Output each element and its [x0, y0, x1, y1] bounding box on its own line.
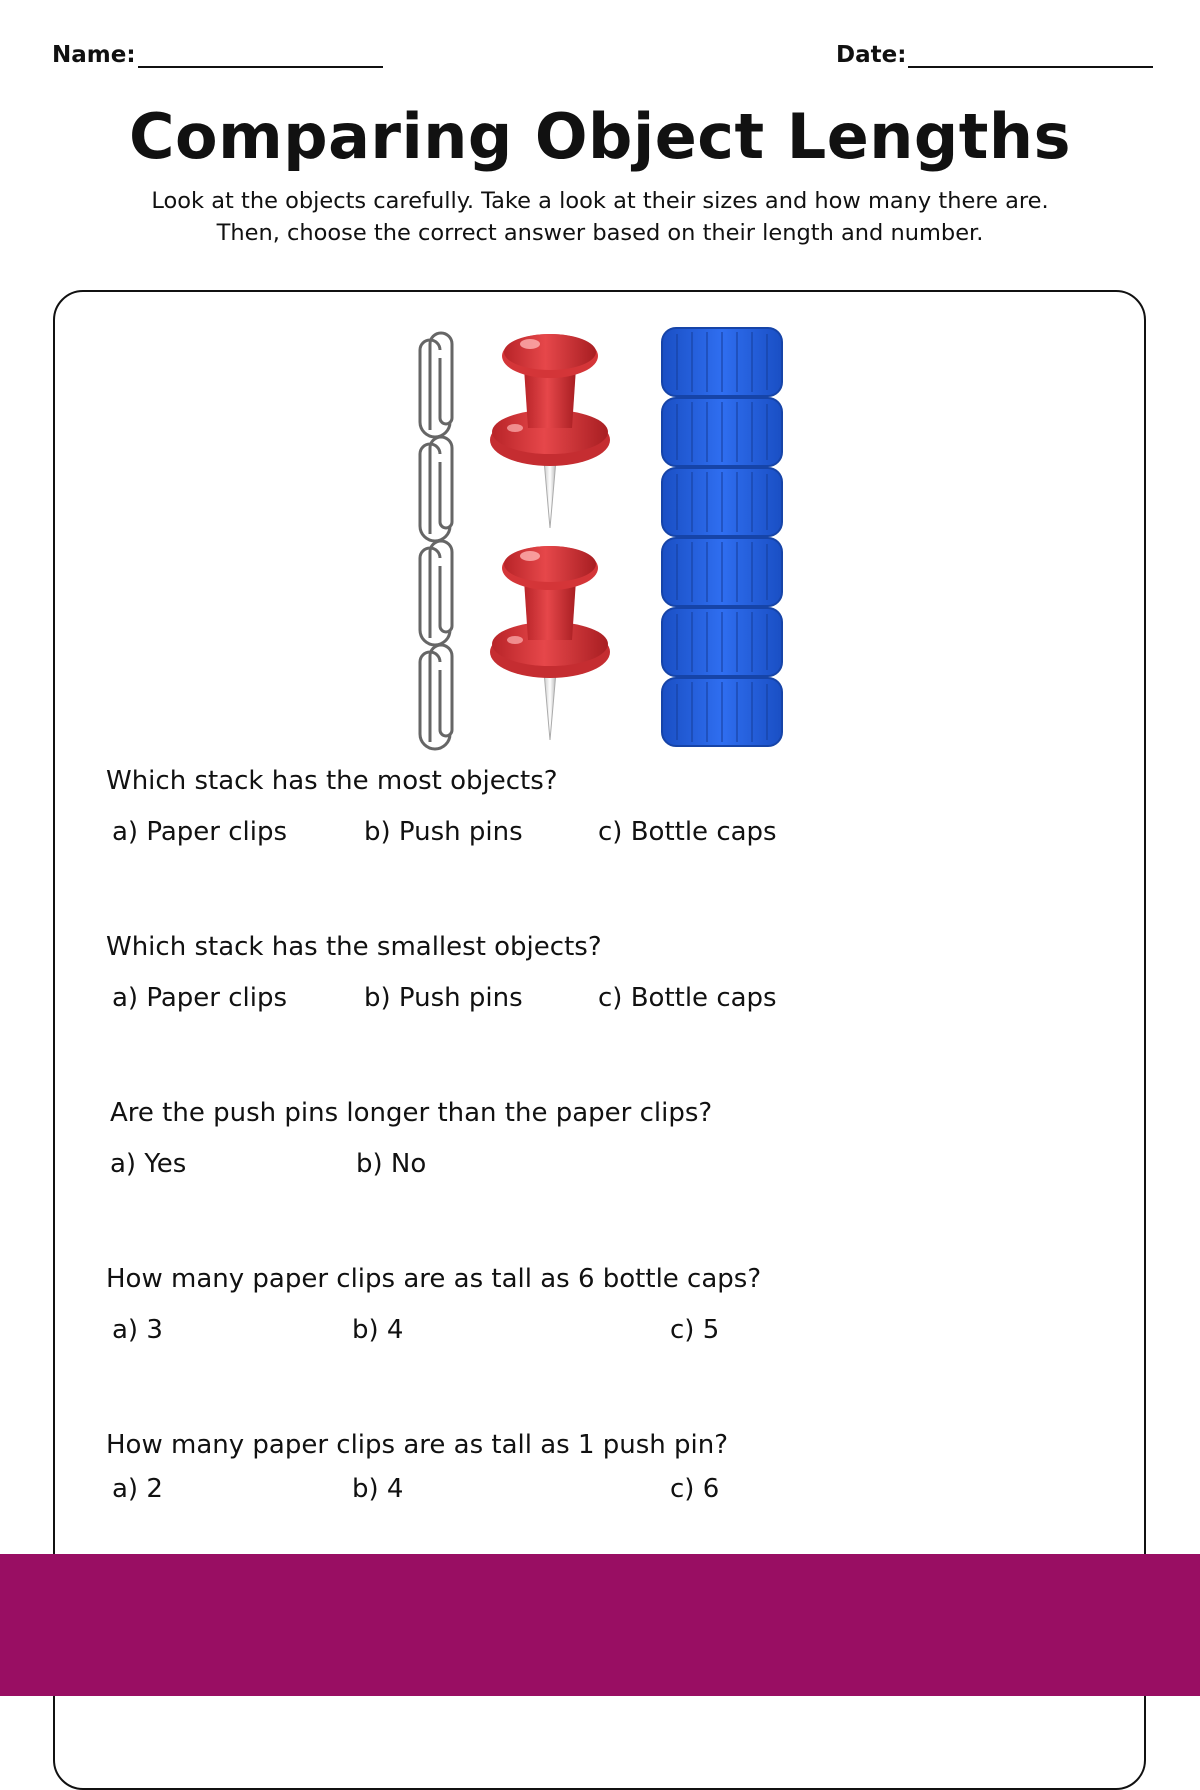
name-label: Name: [52, 42, 136, 68]
name-field[interactable] [52, 42, 383, 68]
instructions-line-1: Look at the objects carefully. Take a look at their sizes and how many there are. [151, 188, 1049, 214]
bottle-cap-icon [662, 608, 782, 676]
paper-clip-stack [420, 333, 452, 749]
question-3-option-b[interactable]: b) No [356, 1149, 427, 1179]
date-blank-line[interactable] [908, 44, 1153, 68]
question-4-option-a[interactable]: a) 3 [112, 1315, 163, 1345]
question-1: Which stack has the most objects? [106, 766, 558, 796]
question-1-option-a[interactable]: a) Paper clips [112, 817, 288, 847]
question-5: How many paper clips are as tall as 1 push pin? [106, 1430, 729, 1460]
bottle-cap-icon [662, 468, 782, 536]
bottle-cap-icon [662, 678, 782, 746]
question-1-option-c[interactable]: c) Bottle caps [598, 817, 777, 847]
paper-clip-icon [420, 437, 452, 541]
question-2-option-c[interactable]: c) Bottle caps [598, 983, 777, 1013]
push-pin-stack [490, 334, 610, 740]
worksheet-title: Comparing Object Lengths [129, 100, 1071, 173]
question-4: How many paper clips are as tall as 6 bottle caps? [106, 1264, 762, 1294]
question-5-option-b[interactable]: b) 4 [352, 1474, 404, 1504]
objects-illustration [400, 322, 800, 752]
name-blank-line[interactable] [138, 44, 383, 68]
footer-band [0, 1554, 1200, 1696]
date-label: Date: [836, 42, 907, 68]
question-1-option-b[interactable]: b) Push pins [364, 817, 523, 847]
paper-clip-icon [420, 333, 452, 437]
bottle-cap-icon [662, 328, 782, 396]
bottle-cap-icon [662, 538, 782, 606]
question-4-option-b[interactable]: b) 4 [352, 1315, 404, 1345]
question-5-option-c[interactable]: c) 6 [670, 1474, 720, 1504]
question-3-option-a[interactable]: a) Yes [110, 1149, 187, 1179]
question-2: Which stack has the smallest objects? [106, 932, 602, 962]
bottle-cap-stack [662, 328, 782, 746]
question-2-option-b[interactable]: b) Push pins [364, 983, 523, 1013]
push-pin-icon [490, 546, 610, 740]
push-pin-icon [490, 334, 610, 528]
question-2-option-a[interactable]: a) Paper clips [112, 983, 288, 1013]
question-4-option-c[interactable]: c) 5 [670, 1315, 720, 1345]
paper-clip-icon [420, 645, 452, 749]
instructions [40, 185, 1160, 249]
question-5-option-a[interactable]: a) 2 [112, 1474, 163, 1504]
question-3: Are the push pins longer than the paper clips? [110, 1098, 713, 1128]
date-field[interactable] [836, 42, 1153, 68]
bottle-cap-icon [662, 398, 782, 466]
paper-clip-icon [420, 541, 452, 645]
instructions-line-2: Then, choose the correct answer based on their length and number. [216, 220, 984, 246]
